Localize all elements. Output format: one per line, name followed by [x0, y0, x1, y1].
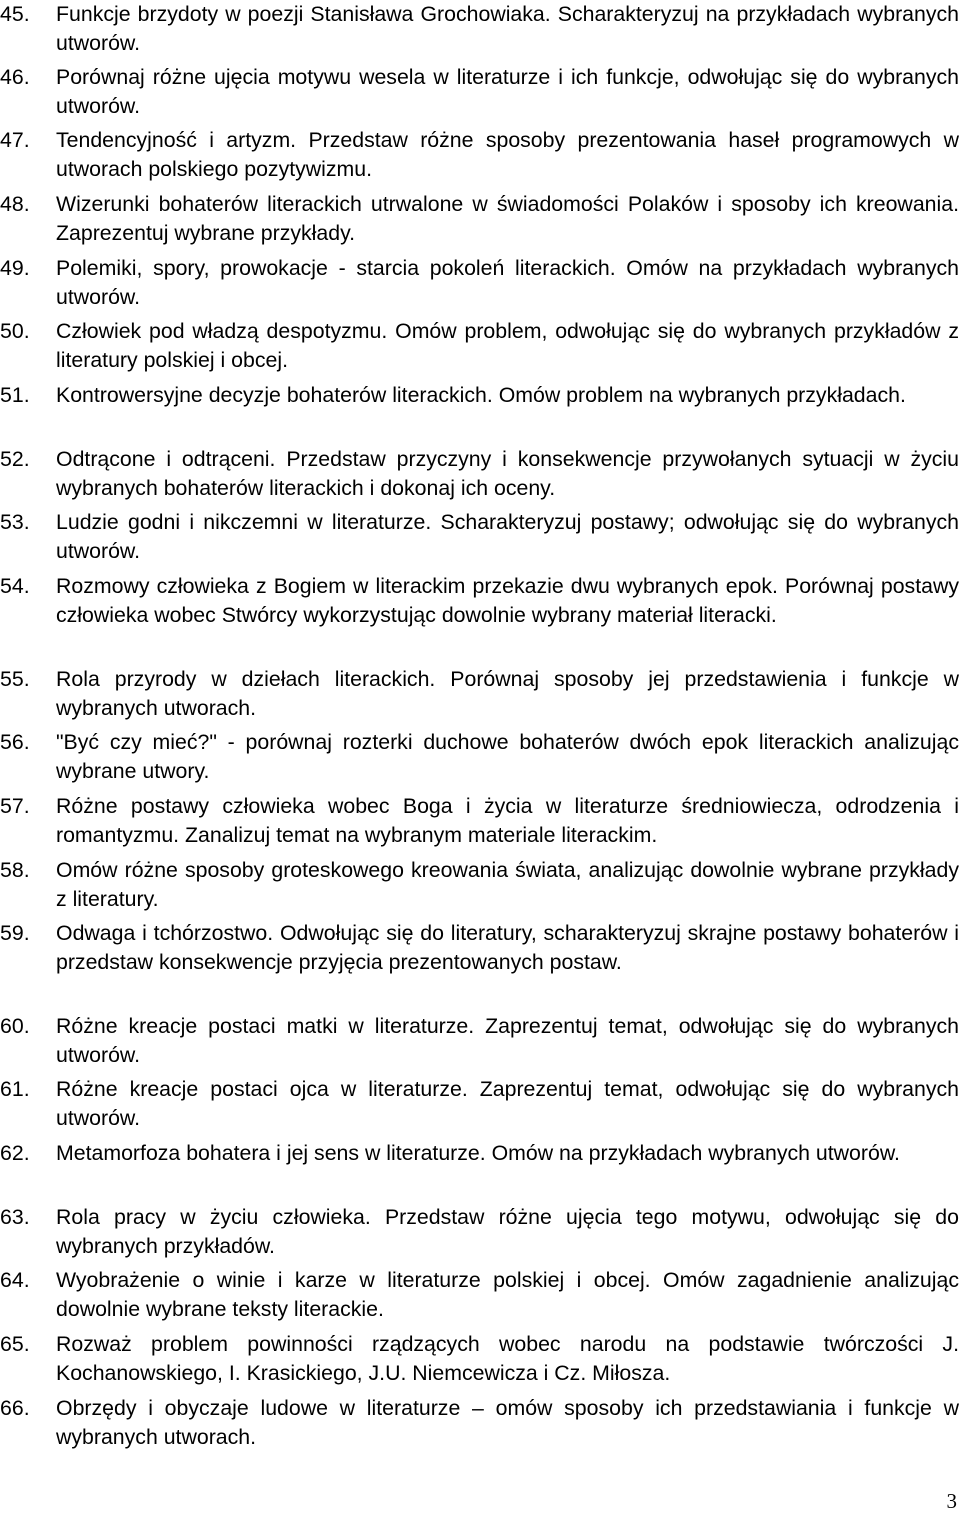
list-item: [0, 317, 960, 375]
list-item: [0, 126, 960, 184]
topic-number: 66.: [0, 1396, 30, 1420]
topic-number: 64.: [0, 1268, 30, 1292]
topic-number: 53.: [0, 510, 30, 534]
topic-number: 65.: [0, 1332, 30, 1356]
topic-text: Ludzie godni i nikczemni w literaturze. Scharakteryzuj postawy; odwołując się do wybranych utworów.: [56, 510, 959, 563]
topic-text: Funkcje brzydoty w poezji Stanisława Grochowiaka. Scharakteryzuj na przykładach wybranych utworów.: [56, 2, 959, 55]
topic-text: Porównaj różne ujęcia motywu wesela w literaturze i ich funkcje, odwołując się do wybranych utworów.: [56, 65, 959, 118]
topic-number: 55.: [0, 667, 30, 691]
topic-text: Rozmowy człowieka z Bogiem w literackim przekazie dwu wybranych epok. Porównaj postawy człowieka wobec Stwórcy wykorzystując dowolnie wybrany materiał literacki.: [56, 574, 959, 627]
topic-number: 49.: [0, 256, 30, 280]
topic-text: Rola przyrody w dziełach literackich. Porównaj sposoby jej przedstawienia i funkcje w wybranych utworach.: [56, 667, 959, 720]
topic-number: 50.: [0, 319, 30, 343]
list-item: [0, 728, 960, 786]
topic-number: 63.: [0, 1205, 30, 1229]
topic-number: 58.: [0, 858, 30, 882]
topic-number: 59.: [0, 921, 30, 945]
topic-number: 52.: [0, 447, 30, 471]
list-item: [0, 665, 960, 723]
list-item: [0, 1075, 960, 1133]
topic-text: Różne postawy człowieka wobec Boga i życia w literaturze średniowiecza, odrodzenia i romantyzmu. Zanalizuj temat na wybranym materiale literackim.: [56, 794, 959, 847]
list-item: [0, 1139, 960, 1168]
topic-number: 54.: [0, 574, 30, 598]
topic-number: 45.: [0, 2, 30, 26]
topic-text: Metamorfoza bohatera i jej sens w literaturze. Omów na przykładach wybranych utworów.: [56, 1141, 900, 1165]
page-number: 3: [946, 1489, 957, 1513]
list-item: [0, 190, 960, 248]
topic-text: Różne kreacje postaci ojca w literaturze. Zaprezentuj temat, odwołując się do wybranych utworów.: [56, 1077, 959, 1130]
topic-text: Odtrącone i odtrąceni. Przedstaw przyczyny i konsekwencje przywołanych sytuacji w życiu wybranych bohaterów literackich i dokonaj ich oceny.: [56, 447, 959, 500]
topic-text: Wyobrażenie o winie i karze w literaturze polskiej i obcej. Omów zagadnienie analizując dowolnie wybrane teksty literackie.: [56, 1268, 959, 1321]
topic-text: Tendencyjność i artyzm. Przedstaw różne sposoby prezentowania haseł programowych w utworach polskiego pozytywizmu.: [56, 128, 959, 181]
topic-text: Obrzędy i obyczaje ludowe w literaturze – omów sposoby ich przedstawiania i funkcje w wybranych utworach.: [56, 1396, 959, 1449]
topic-number: 46.: [0, 65, 30, 89]
topic-number: 61.: [0, 1077, 30, 1101]
topic-number: 51.: [0, 383, 30, 407]
list-item: [0, 254, 960, 312]
topic-text: Polemiki, spory, prowokacje - starcia pokoleń literackich. Omów na przykładach wybranych utworów.: [56, 256, 959, 309]
list-item: [0, 508, 960, 566]
topic-text: Różne kreacje postaci matki w literaturze. Zaprezentuj temat, odwołując się do wybranych utworów.: [56, 1014, 959, 1067]
list-item: [0, 1330, 960, 1388]
list-item: [0, 919, 960, 977]
topic-text: Kontrowersyjne decyzje bohaterów literackich. Omów problem na wybranych przykładach.: [56, 383, 906, 407]
list-item: [0, 572, 960, 630]
list-item: [0, 381, 960, 410]
topic-text: "Być czy mieć?" - porównaj rozterki duchowe bohaterów dwóch epok literackich analizując wybrane utwory.: [56, 730, 959, 783]
list-item: [0, 63, 960, 121]
topic-text: Wizerunki bohaterów literackich utrwalone w świadomości Polaków i sposoby ich kreowania. Zaprezentuj wybrane przykłady.: [56, 192, 959, 245]
topic-text: Człowiek pod władzą despotyzmu. Omów problem, odwołując się do wybranych przykładów z literatury polskiej i obcej.: [56, 319, 959, 372]
topic-number: 62.: [0, 1141, 30, 1165]
list-item: [0, 1394, 960, 1452]
list-item: [0, 1203, 960, 1261]
list-item: [0, 1266, 960, 1324]
topic-number: 47.: [0, 128, 30, 152]
list-item: [0, 792, 960, 850]
topic-number: 57.: [0, 794, 30, 818]
list-item: [0, 856, 960, 914]
list-item: [0, 1012, 960, 1070]
list-item: [0, 445, 960, 503]
topic-number: 48.: [0, 192, 30, 216]
topic-number: 56.: [0, 730, 30, 754]
topic-text: Rozważ problem powinności rządzących wobec narodu na podstawie twórczości J. Kochanowskiego, I. Krasickiego, J.U. Niemcewicza i Cz. Miłosza.: [56, 1332, 959, 1385]
topic-text: Rola pracy w życiu człowieka. Przedstaw różne ujęcia tego motywu, odwołując się do wybranych przykładów.: [56, 1205, 959, 1258]
list-item: [0, 0, 960, 58]
topic-number: 60.: [0, 1014, 30, 1038]
topic-text: Omów różne sposoby groteskowego kreowania świata, analizując dowolnie wybrane przykłady z literatury.: [56, 858, 959, 911]
topic-text: Odwaga i tchórzostwo. Odwołując się do literatury, scharakteryzuj skrajne postawy bohaterów i przedstaw konsekwencje przyjęcia prezentowanych postaw.: [56, 921, 959, 974]
